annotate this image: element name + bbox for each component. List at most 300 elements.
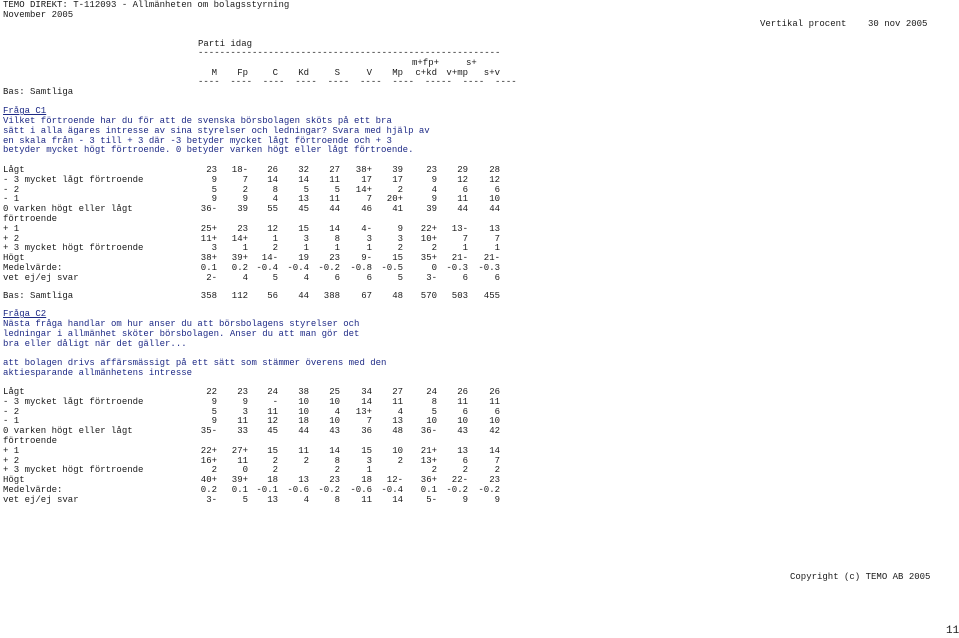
table-cell: 11 (361, 494, 372, 505)
table-cell: 455 (483, 291, 500, 301)
row-label: förtroende (3, 214, 58, 224)
text-line: att bolagen drivs affärsmässigt på ett sätt som stämmer överens med den (3, 358, 387, 368)
table-cell: 2 (397, 184, 403, 195)
table-cell: 16+ (200, 455, 217, 466)
table-cell: 18 (267, 475, 278, 486)
report-date: November 2005 (3, 10, 74, 20)
table-cell: 0.1 (200, 263, 217, 273)
table-cell: -0.1 (256, 485, 278, 495)
table-cell: -0.2 (318, 263, 340, 273)
table-cell: 10 (426, 416, 437, 427)
table-cell: 43 (457, 426, 468, 437)
table-cell: 0.1 (420, 485, 437, 495)
table-cell: 26 (489, 387, 500, 397)
table-cell: 1 (242, 243, 248, 254)
table-cell: 26 (457, 387, 468, 397)
table-cell: 1 (366, 243, 372, 254)
table-cell: 46 (361, 204, 372, 215)
table-cell: 13- (451, 223, 468, 234)
table-cell: 2 (334, 465, 340, 476)
table-cell: 22+ (420, 223, 437, 234)
table-cell: 35- (200, 426, 217, 437)
report-title: TEMO DIREKT: T-112093 - Allmänheten om bolagsstyrning (3, 0, 290, 10)
table-cell: 13 (298, 475, 309, 486)
table-cell: 6 (462, 455, 468, 466)
table-cell: 17 (392, 174, 403, 185)
column-label: S (334, 68, 340, 78)
table-cell: 0.2 (231, 263, 248, 273)
table-cell: 10 (392, 445, 403, 456)
page-number: 11 (946, 625, 959, 637)
table-cell: 39+ (231, 475, 248, 486)
row-label: + 1 (3, 445, 20, 456)
table-cell: 12 (267, 223, 278, 234)
table-cell: 8 (431, 396, 437, 407)
table-cell: 7 (366, 416, 372, 427)
row-label: 0 varken högt eller lågt (3, 426, 133, 437)
table-cell: 38+ (355, 165, 372, 175)
table-row (3, 225, 523, 235)
row-label: Lågt (3, 165, 25, 175)
table-cell: 11 (329, 194, 340, 205)
table-cell: 2 (494, 465, 500, 476)
table-cell: 14 (329, 223, 340, 234)
table-cell: -0.8 (350, 263, 372, 273)
table-cell: 9 (397, 223, 403, 234)
table-cell: 503 (451, 291, 468, 301)
table-cell: 18- (231, 165, 248, 175)
table-cell: -0.3 (446, 263, 468, 273)
table-cell: 44 (298, 291, 309, 301)
table-cell: 22 (206, 387, 217, 397)
table-cell: 24 (267, 387, 278, 397)
table-cell: 7 (494, 455, 500, 466)
table-cell: 27 (329, 165, 340, 175)
table-cell: 9 (211, 396, 217, 407)
table-cell: 6 (366, 272, 372, 283)
table-cell: 13 (298, 194, 309, 205)
table-cell: 36- (200, 204, 217, 215)
table-cell: 36+ (420, 475, 437, 486)
table-cell: 0 (431, 263, 437, 273)
table-cell: 2 (272, 465, 278, 476)
row-label: 0 varken högt eller lågt (3, 204, 133, 215)
table-cell: 32 (298, 165, 309, 175)
table-cell: 4 (303, 494, 309, 505)
row-label: - 2 (3, 406, 20, 417)
text-line: en skala från - 3 till + 3 där -3 betyder mycket lågt förtroende och + 3 (3, 135, 392, 146)
table-cell: 3- (426, 272, 437, 283)
table-cell: 15 (267, 445, 278, 456)
table-cell: 3 (211, 243, 217, 254)
table-cell: 11 (457, 194, 468, 205)
table-cell: 14 (298, 174, 309, 185)
table-cell: -0.2 (446, 485, 468, 495)
table-row (3, 215, 523, 225)
table-cell: 21- (451, 253, 468, 264)
table-cell: 17 (361, 174, 372, 185)
table-cell: 2 (242, 184, 248, 195)
row-label: vet ej/ej svar (3, 494, 79, 505)
table-cell: 6 (494, 406, 500, 417)
table-cell: 44 (457, 204, 468, 215)
column-label: M (211, 68, 217, 78)
table-cell: 10 (489, 416, 500, 427)
row-label: Högt (3, 253, 25, 264)
table-cell: 23 (426, 165, 437, 175)
table-cell: 6 (494, 184, 500, 195)
table-cell: 45 (298, 204, 309, 215)
table-cell: 15 (361, 445, 372, 456)
table-cell: 4- (361, 223, 372, 234)
table-cell: 1 (494, 243, 500, 254)
table-cell: 48 (392, 426, 403, 437)
table-cell: 2 (211, 465, 217, 476)
table-cell: 15 (392, 253, 403, 264)
text-line: ledningar i allmänhet sköter börsbolagen. Anser du att man gör det (3, 328, 360, 339)
table-cell: 0.1 (231, 485, 248, 495)
column-group-rule: -------------------------------------------------------- (198, 48, 501, 58)
table-cell: 22- (451, 475, 468, 486)
table-cell: 23 (206, 165, 217, 175)
table-cell: -0.6 (287, 485, 309, 495)
table-cell: 8 (334, 233, 340, 244)
table-cell: 10 (298, 396, 309, 407)
table-cell: 2 (272, 455, 278, 466)
question-c2-title: Fråga C2 (3, 309, 47, 319)
table-cell: -0.4 (381, 485, 403, 495)
table-cell: 4 (334, 406, 340, 417)
table-cell: 11 (237, 416, 248, 427)
table-cell: 23 (237, 387, 248, 397)
table-cell: -0.6 (350, 485, 372, 495)
table-cell: -0.3 (478, 263, 500, 273)
table-cell: -0.2 (318, 485, 340, 495)
table-cell: 9 (431, 174, 437, 185)
row-label: Lågt (3, 387, 25, 397)
text-line: Nästa fråga handlar om hur anser du att börsbolagens styrelser och (3, 319, 360, 329)
column-label: c+kd (415, 68, 437, 78)
table-cell: 3- (206, 494, 217, 505)
table-cell: 9 (462, 494, 468, 505)
table-cell: 14 (267, 174, 278, 185)
table-cell: -0.2 (478, 485, 500, 495)
table-cell: 39 (237, 204, 248, 215)
row-label: vet ej/ej svar (3, 272, 79, 283)
row-label: - 1 (3, 194, 20, 205)
row-label: Högt (3, 475, 25, 486)
row-label: - 3 mycket lågt förtroende (3, 396, 144, 407)
table-cell: 28 (489, 165, 500, 175)
table-cell: 9- (361, 253, 372, 264)
column-label: v+mp (446, 68, 468, 78)
table-cell: 5 (272, 272, 278, 283)
table-cell: 14 (361, 396, 372, 407)
table-cell: 33 (237, 426, 248, 437)
row-label: - 2 (3, 184, 20, 195)
table-cell: 10 (489, 194, 500, 205)
table-cell: 7 (366, 194, 372, 205)
table-cell: 3 (242, 406, 248, 417)
table-cell: 5 (334, 184, 340, 195)
table-cell: 38+ (200, 253, 217, 264)
table-cell: 9 (242, 396, 248, 407)
table-cell: 10 (329, 416, 340, 427)
table-cell: 6 (494, 272, 500, 283)
table-cell: 27+ (231, 445, 248, 456)
table-cell: 5 (431, 406, 437, 417)
column-label: V (366, 68, 372, 78)
table-cell: 1 (303, 243, 309, 254)
table-cell: 8 (334, 494, 340, 505)
table-row (3, 176, 523, 186)
table-cell: 9 (211, 174, 217, 185)
table-cell: 358 (200, 291, 217, 301)
table-cell: 24 (426, 387, 437, 397)
table-cell: 2 (462, 465, 468, 476)
table-cell: 67 (361, 291, 372, 301)
table-cell: 9 (211, 416, 217, 427)
table-cell: 4 (431, 184, 437, 195)
table-row (3, 427, 523, 437)
table-cell: 34 (361, 387, 372, 397)
table-cell: 21+ (420, 445, 437, 456)
table-cell: 9 (242, 194, 248, 205)
row-label: + 3 mycket högt förtroende (3, 243, 144, 254)
table-cell: 9 (211, 194, 217, 205)
table-cell: 1 (462, 243, 468, 254)
table-cell: 23 (489, 475, 500, 486)
table-row (3, 408, 523, 418)
table-cell: 7 (462, 233, 468, 244)
column-top-line: m+fp+ s+ (412, 58, 477, 68)
table-cell: 25+ (200, 223, 217, 234)
row-label: + 1 (3, 223, 20, 234)
text-line: sätt i alla ägares intresse av sina styrelser och ledningar? Svara med hjälp av (3, 125, 430, 136)
column-label: Kd (298, 68, 309, 78)
table-cell: 10 (329, 396, 340, 407)
table-cell: 10 (298, 406, 309, 417)
column-label: s+v (483, 68, 500, 78)
table-cell: 8 (334, 455, 340, 466)
table-row (3, 205, 523, 215)
table-cell: 12 (457, 174, 468, 185)
table-cell: 5- (426, 494, 437, 505)
report-meta-right: Vertikal procent 30 nov 2005 (760, 19, 928, 29)
table-cell: 44 (329, 204, 340, 215)
table-cell: 36 (361, 426, 372, 437)
table-cell: 11 (392, 396, 403, 407)
row-label: Bas: Samtliga (3, 291, 74, 301)
table-cell: 13 (457, 445, 468, 456)
table-cell: 2 (397, 455, 403, 466)
copyright: Copyright (c) TEMO AB 2005 (790, 572, 931, 582)
table-cell: 44 (489, 204, 500, 215)
table-cell: 35+ (420, 253, 437, 264)
table-cell: 388 (323, 291, 340, 301)
column-label: C (272, 68, 278, 78)
table-cell: 11 (457, 396, 468, 407)
table-row (3, 447, 523, 457)
table-cell: 9 (431, 194, 437, 205)
table-cell: 6 (462, 184, 468, 195)
table-cell: 4 (397, 406, 403, 417)
table-cell: 9 (494, 494, 500, 505)
table-row (3, 264, 523, 274)
table-cell: 1 (334, 243, 340, 254)
table-cell: 27 (392, 387, 403, 397)
table-cell: 14- (261, 253, 278, 264)
table-row (3, 437, 523, 447)
table-cell: 39 (426, 204, 437, 215)
table-row (3, 292, 523, 302)
text-line: Vilket förtroende har du för att de svenska börsbolagen sköts på ett bra (3, 116, 392, 126)
table-row (3, 466, 523, 476)
table-cell: 18 (298, 416, 309, 427)
table-cell: 14 (489, 445, 500, 456)
row-label: Medelvärde: (3, 485, 63, 495)
table-cell: 12 (267, 416, 278, 427)
table-cell: 29 (457, 165, 468, 175)
table-cell: 11 (329, 174, 340, 185)
table-cell: 3 (303, 233, 309, 244)
table-cell: 20+ (386, 194, 403, 205)
table-cell: 5 (397, 272, 403, 283)
table-cell: 2 (431, 465, 437, 476)
table-cell: 11 (267, 406, 278, 417)
table-row (3, 496, 523, 506)
table-cell: 40+ (200, 475, 217, 486)
table-cell: 38 (298, 387, 309, 397)
table-cell: 3 (366, 455, 372, 466)
table-row (3, 186, 523, 196)
table-cell: 21- (483, 253, 500, 264)
table-cell: 4 (303, 272, 309, 283)
table-cell: 2 (397, 243, 403, 254)
table-cell: 4 (242, 272, 248, 283)
text-line: betyder mycket högt förtroende. 0 betyder varken högt eller lågt förtroende. (3, 145, 414, 156)
table-cell: 26 (267, 165, 278, 175)
table-cell: 55 (267, 204, 278, 215)
table-cell: 11+ (200, 233, 217, 244)
table-cell: 2 (303, 455, 309, 466)
table-cell: 4 (272, 194, 278, 205)
column-group-label: Parti idag (198, 39, 253, 49)
column-dashes: ---- ---- ---- ---- ---- ---- ---- ----- ---- ---- (198, 77, 517, 87)
table-cell: 5 (211, 406, 217, 417)
table-cell: 10 (457, 416, 468, 427)
table-cell: 7 (242, 174, 248, 185)
table-row (3, 274, 523, 284)
table-cell: 12- (386, 475, 403, 486)
table-cell: 112 (231, 291, 248, 301)
table-row (3, 486, 523, 496)
table-cell: 48 (392, 291, 403, 301)
table-cell: 36- (420, 426, 437, 437)
table-cell: 42 (489, 426, 500, 437)
table-cell: 570 (420, 291, 437, 301)
table-cell: 6 (462, 406, 468, 417)
table-cell: 13 (489, 223, 500, 234)
row-label: förtroende (3, 436, 58, 446)
table-cell: 5 (211, 184, 217, 195)
table-cell: 11 (237, 455, 248, 466)
table-cell: 23 (329, 253, 340, 264)
table-cell: 6 (462, 272, 468, 283)
question-c1-title: Fråga C1 (3, 106, 47, 116)
table-cell: 5 (303, 184, 309, 195)
table-cell: 13+ (420, 455, 437, 466)
table-cell: 3 (397, 233, 403, 244)
column-label: Mp (392, 68, 403, 78)
table-cell: 2 (431, 243, 437, 254)
table-cell: 12 (489, 174, 500, 185)
table-cell: 0.2 (200, 485, 217, 495)
table-cell: 43 (329, 426, 340, 437)
table-cell: 13 (267, 494, 278, 505)
table-cell: 39 (392, 165, 403, 175)
table-row (3, 398, 523, 408)
table-cell: 18 (361, 475, 372, 486)
table-cell: 45 (267, 426, 278, 437)
base-label: Bas: Samtliga (3, 87, 74, 97)
row-label: - 1 (3, 416, 20, 427)
row-label: Medelvärde: (3, 263, 63, 273)
table-cell: -0.5 (381, 263, 403, 273)
table-cell: 6 (334, 272, 340, 283)
table-cell: 1 (366, 465, 372, 476)
table-cell: 8 (272, 184, 278, 195)
table-cell: 14 (392, 494, 403, 505)
table-cell: 11 (489, 396, 500, 407)
text-line: bra eller dåligt när det gäller... (3, 338, 187, 349)
table-cell: 14+ (355, 184, 372, 195)
table-cell: 2 (272, 243, 278, 254)
table-cell: -0.4 (256, 263, 278, 273)
row-label: + 2 (3, 233, 20, 244)
table-cell: 0 (242, 465, 248, 476)
table-cell: 41 (392, 204, 403, 215)
text-line: aktiesparande allmänhetens intresse (3, 367, 193, 378)
table-cell: 19 (298, 253, 309, 264)
table-cell: 10+ (420, 233, 437, 244)
table-cell: 22+ (200, 445, 217, 456)
row-label: + 2 (3, 455, 20, 466)
table-cell: 7 (494, 233, 500, 244)
table-cell: 13 (392, 416, 403, 427)
table-cell: 5 (242, 494, 248, 505)
table-cell: 11 (298, 445, 309, 456)
table-cell: 14 (329, 445, 340, 456)
table-cell: 2- (206, 272, 217, 283)
table-cell: 44 (298, 426, 309, 437)
column-label: Fp (237, 68, 248, 78)
table-cell: - (272, 396, 278, 407)
table-cell: 23 (237, 223, 248, 234)
table-cell: 13+ (355, 406, 372, 417)
table-cell: 39+ (231, 253, 248, 264)
row-label: - 3 mycket lågt förtroende (3, 174, 144, 185)
table-cell: 56 (267, 291, 278, 301)
table-cell: 25 (329, 387, 340, 397)
table-cell: 14+ (231, 233, 248, 244)
table-cell: 15 (298, 223, 309, 234)
table-cell: 3 (366, 233, 372, 244)
row-label: + 3 mycket högt förtroende (3, 465, 144, 476)
table-cell: 1 (272, 233, 278, 244)
table-cell: 23 (329, 475, 340, 486)
table-cell: -0.4 (287, 263, 309, 273)
